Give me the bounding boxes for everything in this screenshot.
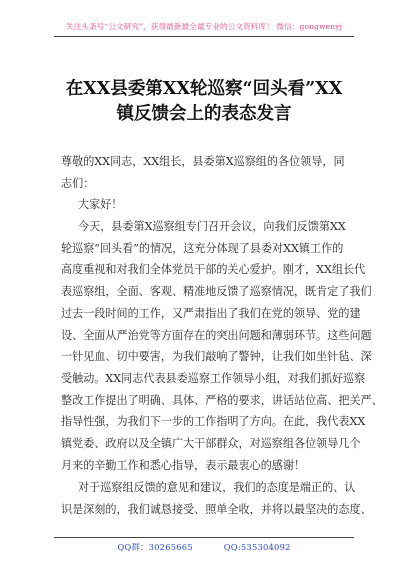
paragraph-line: 一针见血、切中要害，为我们敲响了警钟，让我们如坐针毡、深 <box>61 350 372 364</box>
paragraph-line: 指导性强，为我们下一步的工作指明了方向。在此，我代表XX <box>61 415 366 429</box>
document-title-line-2: 镇反馈会上的表态发言 <box>116 104 292 124</box>
greeting-line: 大家好！ <box>78 198 123 211</box>
paragraph-line: 整改工作提出了明确、具体、严格的要求，讲话站位高、把关严、 <box>61 393 383 407</box>
paragraph-line: 高度重视和对我们全体党员干部的关心爱护。刚才，XX组长代 <box>61 263 366 277</box>
greeting <box>78 194 374 216</box>
salutation <box>61 151 357 194</box>
paragraph-line: 表巡察组，全面、客观、精准地反馈了巡察情况，既肯定了我们 <box>61 285 372 299</box>
paragraph-line: 镇党委、政府以及全镇广大干部群众，对巡察组各位领导几个 <box>61 437 361 451</box>
paragraph-line: 过去一段时间的工作，又严肃指出了我们在党的领导、党的建 <box>61 306 361 320</box>
paragraph-line: 对于巡察组反馈的意见和建议，我们的态度是端正的、认 <box>78 481 356 494</box>
body-paragraph-2 <box>61 477 372 520</box>
header-note: 关注头条号“公文研究”，获得最新最全最专业的公文资料库！ 微信：gongwenyj <box>65 22 343 31</box>
paragraph-line: 设、全面从严治党等方面存在的突出问题和薄弱环节。这些问题 <box>61 328 372 342</box>
footer-qq-group: QQ群：30265665 <box>117 542 193 552</box>
body-paragraph-1 <box>61 216 383 476</box>
footer-divider <box>54 537 354 538</box>
header-divider <box>54 36 354 37</box>
paragraph-line: 轮巡察“回头看”的情况，这充分体现了县委对XX镇工作的 <box>61 241 344 255</box>
footer <box>0 541 408 553</box>
footer-qq: QQ:535304092 <box>223 542 291 552</box>
salutation-line: 尊敬的XX同志，XX组长，县委第X巡察组的各位领导，同 <box>61 155 345 168</box>
paragraph-line: 今天，县委第X巡察组专门召开会议，向我们反馈第XX <box>78 220 346 233</box>
paragraph-line: 受触动。XX同志代表县委巡察工作领导小组，对我们抓好巡察 <box>61 371 366 385</box>
salutation-line: 志们： <box>61 176 95 190</box>
document-title-line-1: 在XX县委第XX轮巡察“回头看”XX <box>65 79 343 99</box>
paragraph-line: 月来的辛勤工作和悉心指导，表示最衷心的感谢！ <box>61 458 306 472</box>
paragraph-line: 识是深刻的，我们诚恳接受、照单全收，并将以最坚决的态度、 <box>61 502 372 516</box>
